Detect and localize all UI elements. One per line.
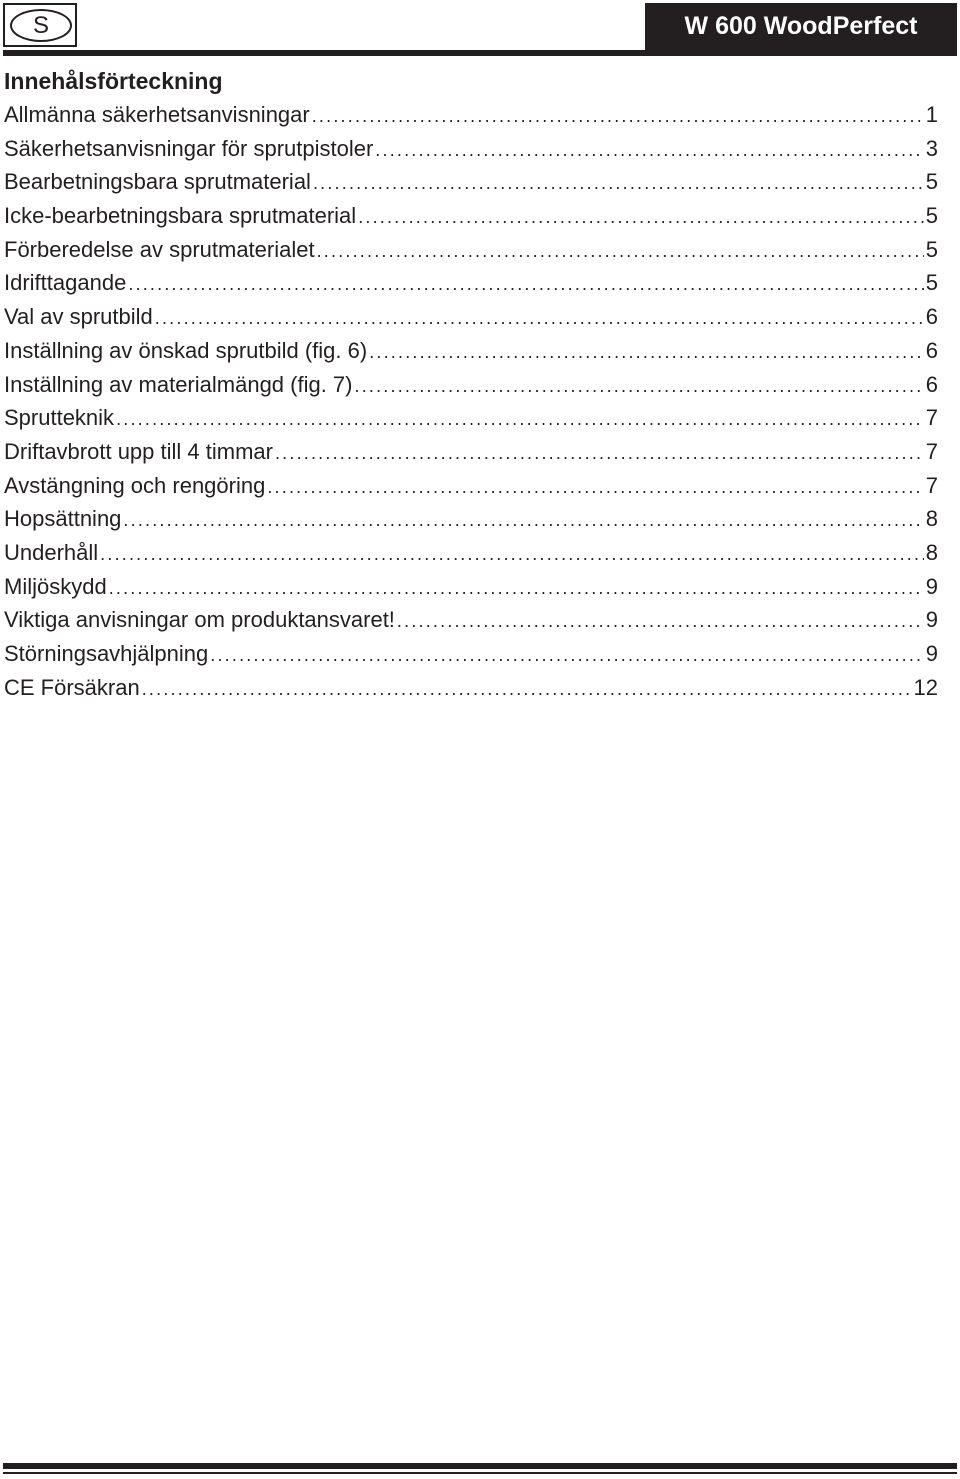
toc-entry-page: 9	[925, 573, 938, 599]
toc-dot-leader	[114, 403, 924, 435]
toc-entry-page: 1	[925, 102, 938, 127]
toc-entry[interactable]	[4, 334, 938, 368]
language-badge	[3, 3, 77, 47]
toc-entry-page: 5	[925, 270, 938, 296]
toc-entry[interactable]	[4, 98, 938, 132]
footer-divider-thin	[3, 1472, 957, 1474]
toc-entry[interactable]	[4, 570, 938, 604]
toc-dot-leader	[153, 302, 924, 334]
toc-dot-leader	[315, 235, 924, 267]
toc-entry[interactable]	[4, 671, 938, 705]
toc-entry-title: Idrifttagande	[4, 270, 127, 296]
toc-entry-page: 6	[925, 371, 938, 397]
toc-entry-title: Bearbetningsbara sprutmaterial	[4, 169, 311, 195]
toc-entry-title: Avstängning och rengöring	[4, 472, 266, 498]
toc-dot-leader	[107, 572, 924, 604]
toc-entry[interactable]	[4, 300, 938, 334]
toc-entry-page: 7	[925, 438, 938, 464]
toc-dot-leader	[126, 268, 924, 300]
toc-dot-leader	[367, 336, 924, 368]
toc-entry[interactable]	[4, 368, 938, 402]
toc-entry-page: 3	[925, 135, 938, 161]
toc-dot-leader	[208, 639, 924, 671]
toc-dot-leader	[98, 538, 924, 570]
toc-entry[interactable]	[4, 266, 938, 300]
toc-entry-page: 8	[925, 539, 938, 565]
toc-dot-leader	[140, 673, 914, 705]
toc-entry-title: Förberedelse av sprutmaterialet	[4, 236, 315, 262]
toc-entry[interactable]	[4, 637, 938, 671]
product-name: W 600 WoodPerfect	[645, 3, 957, 50]
toc-entry-page: 8	[925, 506, 938, 532]
toc-entry[interactable]	[4, 435, 938, 469]
toc-entry-page: 9	[925, 641, 938, 666]
toc-entry[interactable]	[4, 165, 938, 199]
toc-entry[interactable]	[4, 233, 938, 267]
toc-entry-title: Störningsavhjälpning	[4, 641, 209, 666]
toc-entry[interactable]	[4, 502, 938, 536]
toc-entry-page: 9	[925, 607, 938, 633]
toc-entry-page: 7	[925, 405, 938, 431]
toc-entry-page: 5	[925, 169, 938, 195]
header-divider	[3, 50, 957, 56]
toc-entry[interactable]	[4, 132, 938, 166]
toc-entry-title: Driftavbrott upp till 4 timmar	[4, 438, 273, 464]
toc-dot-leader	[310, 100, 924, 132]
toc-entry-page: 5	[925, 203, 938, 229]
toc-entry-page: 6	[925, 337, 938, 363]
page-header	[0, 0, 960, 60]
toc-entry-title: Icke-bearbetningsbara sprutmaterial	[4, 203, 357, 229]
toc-entry-title: Hopsättning	[4, 506, 122, 532]
toc-entry-title: Inställning av materialmängd (fig. 7)	[4, 371, 353, 397]
toc-entry-title: Miljöskydd	[4, 573, 107, 599]
toc-entry[interactable]	[4, 603, 938, 637]
toc-entry-title: Inställning av önskad sprutbild (fig. 6)	[4, 337, 368, 363]
toc-entry[interactable]	[4, 469, 938, 503]
toc-entry-title: Val av sprutbild	[4, 304, 153, 330]
toc-dot-leader	[311, 167, 924, 199]
toc-dot-leader	[356, 201, 924, 233]
toc-dot-leader	[353, 370, 925, 402]
toc-entry-title: Allmänna säkerhetsanvisningar	[4, 102, 310, 127]
toc-heading: Innehålsförteckning	[4, 68, 223, 94]
toc-dot-leader	[265, 471, 924, 503]
toc-entry-page: 12	[913, 674, 938, 700]
toc-dot-leader	[121, 504, 924, 536]
toc-dot-leader	[273, 437, 924, 469]
toc-list	[4, 98, 938, 704]
toc-entry-page: 6	[925, 304, 938, 330]
toc-dot-leader	[373, 134, 924, 166]
toc-entry[interactable]	[4, 199, 938, 233]
language-code: S	[10, 9, 72, 42]
toc-entry-title: Sprutteknik	[4, 405, 115, 431]
table-of-contents	[4, 64, 938, 704]
toc-dot-leader	[395, 605, 924, 637]
toc-entry-title: CE Försäkran	[4, 674, 140, 700]
toc-entry-page: 5	[925, 236, 938, 262]
toc-entry-title: Viktiga anvisningar om produktansvaret!	[4, 607, 395, 633]
toc-entry[interactable]	[4, 536, 938, 570]
toc-entry-title: Underhåll	[4, 539, 99, 565]
toc-entry-title: Säkerhetsanvisningar för sprutpistoler	[4, 135, 374, 161]
toc-entry-page: 7	[925, 472, 938, 498]
footer-divider-thick	[3, 1463, 957, 1469]
toc-entry[interactable]	[4, 401, 938, 435]
